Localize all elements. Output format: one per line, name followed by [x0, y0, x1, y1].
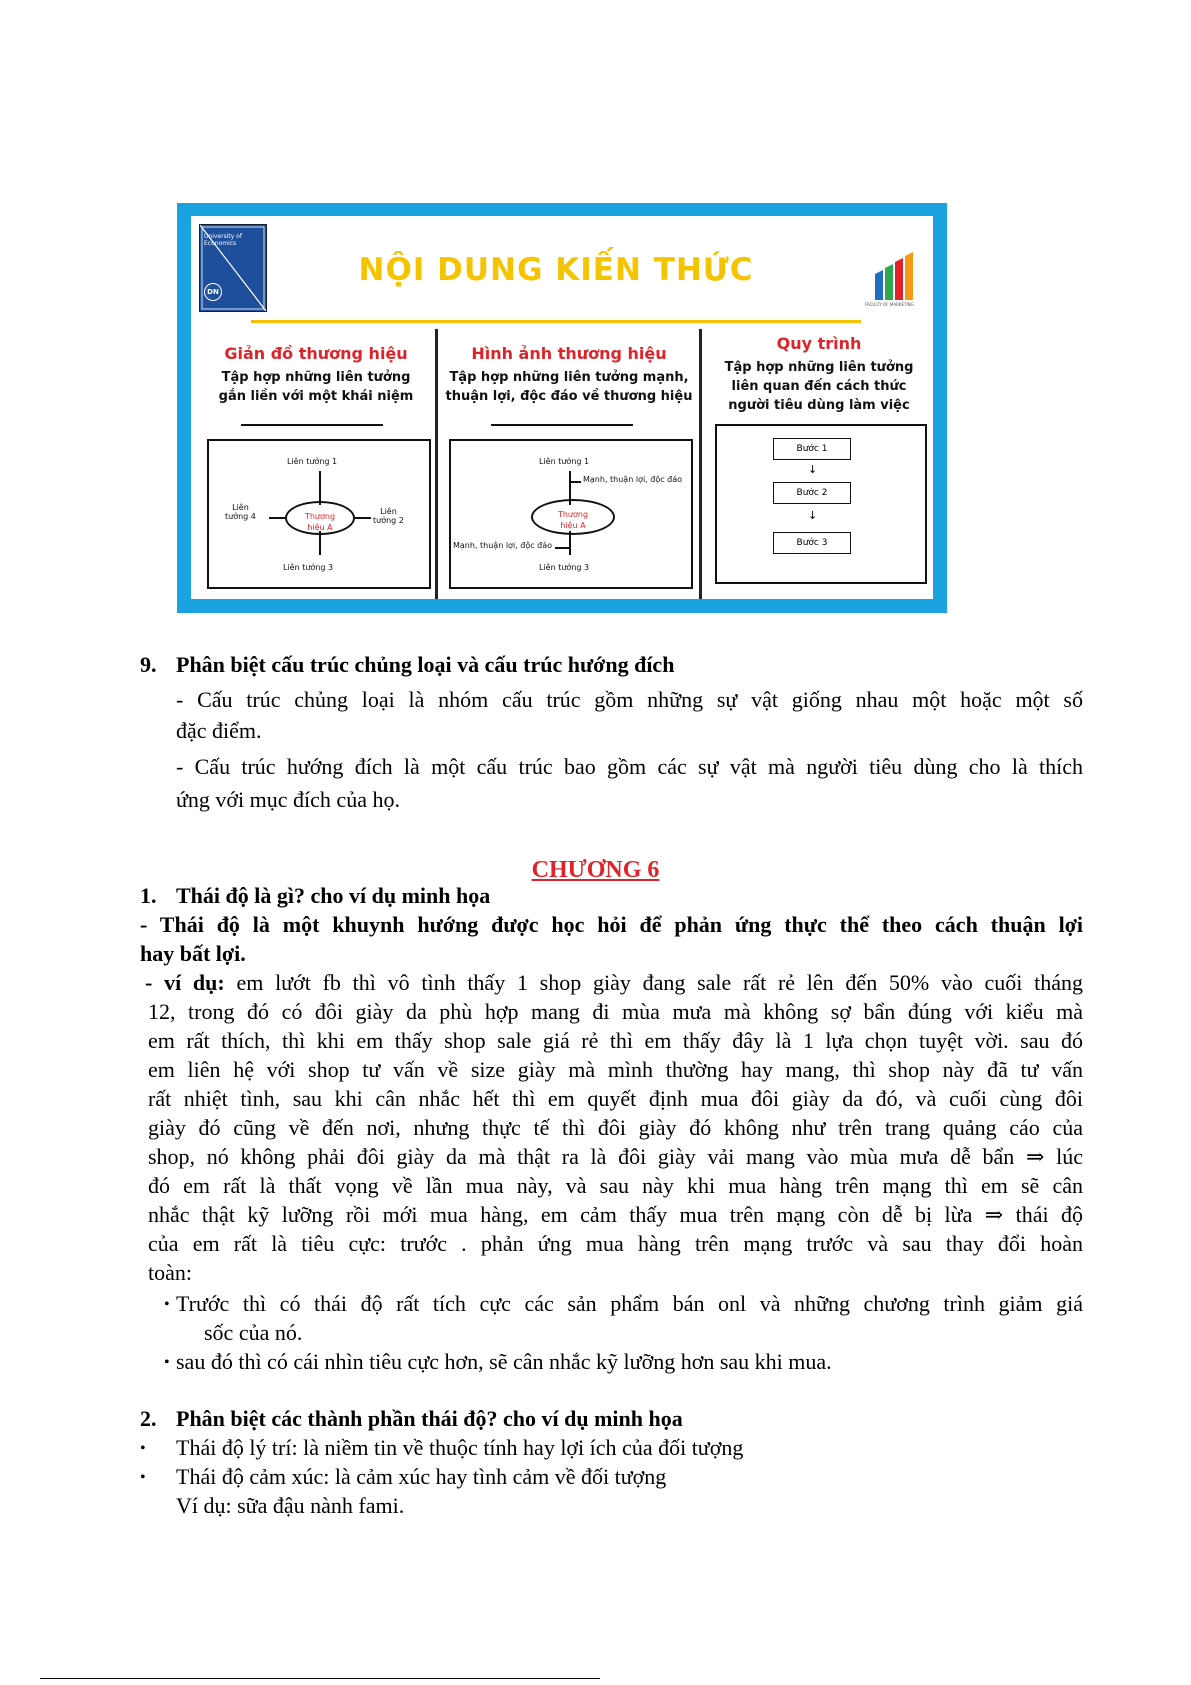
assoc-label: Liên tưởng 1 — [287, 457, 338, 466]
process-diagram — [715, 424, 927, 584]
brand-image-diagram — [449, 439, 693, 589]
assoc-label: Liên tưởng 3 — [283, 563, 334, 572]
assoc-label: Liên tưởng 3 — [539, 563, 590, 572]
brand-ellipse — [285, 501, 355, 535]
col1-desc-line: gắn liền với một khái niệm — [218, 389, 414, 404]
example-line: shop, nó không phải đôi giày da mà thật ra là đôi giày vải mang vào mùa mưa dễ bẩn ⇒ lúc — [148, 1144, 1083, 1169]
col1-rule — [241, 424, 383, 426]
assoc-note: Mạnh, thuận lợi, độc đáo — [453, 541, 553, 550]
chapter-title — [0, 855, 1191, 885]
footer-rule — [40, 1678, 600, 1679]
chapter-title-text: CHƯƠNG 6 — [531, 857, 660, 883]
q9-para2-line: ứng với mục đích của họ. — [176, 787, 400, 812]
faculty-logo — [865, 248, 925, 308]
col1-desc — [201, 368, 431, 406]
col2-rule — [491, 424, 633, 426]
bullet-icon: • — [164, 1296, 170, 1313]
example-bullet-line: sốc của nó. — [204, 1320, 303, 1345]
assoc-label: Liên tưởng 4 — [225, 503, 256, 521]
faculty-logo-text: FACULTY OF MARKETING — [865, 302, 914, 307]
c6q1-number: 1. — [140, 883, 157, 908]
col3-desc-line: Tập hợp những liên tưởng — [724, 360, 914, 375]
process-step: Bước 2 — [773, 482, 851, 504]
brand-label: Thương — [304, 512, 336, 521]
title-underline — [251, 320, 861, 323]
brand-ellipse — [531, 499, 615, 535]
example-label: - ví dụ: — [145, 970, 225, 995]
bullet-icon: • — [140, 1440, 146, 1457]
bullet-icon: • — [140, 1469, 146, 1486]
col2-desc-line: Tập hợp những liên tưởng mạnh, — [449, 370, 689, 385]
col2-heading: Hình ảnh thương hiệu — [471, 344, 667, 363]
c6q2-number: 2. — [140, 1406, 157, 1431]
c6q1-heading: Thái độ là gì? cho ví dụ minh họa — [176, 883, 491, 908]
bar-logo-icon — [865, 248, 925, 300]
bullet-icon: • — [164, 1354, 170, 1371]
example-line: đó em rất là thất vọng về lần mua này, và sau này khi mua hàng trên mạng thì em sẽ cân — [148, 1173, 1083, 1198]
process-step: Bước 1 — [773, 438, 851, 460]
component-example: Ví dụ: sữa đậu nành fami. — [176, 1493, 405, 1518]
brand-label: Thương — [557, 510, 589, 519]
c6q1-definition-line: - Thái độ là một khuynh hướng được học hỏi để phản ứng thực thể theo cách thuận lợi — [140, 912, 1083, 937]
col3-heading: Quy trình — [776, 334, 862, 353]
example-line: rất nhiệt tình, sau khi cân nhắc hết thì em quyết định mua đôi giày da đó, và cuối cùng đôi — [148, 1086, 1083, 1111]
q9-para2-line: - Cấu trúc hướng đích là một cấu trúc bao gồm các sự vật mà người tiêu dùng cho là thích — [176, 754, 1083, 779]
col1-desc-line: Tập hợp những liên tưởng — [221, 370, 411, 385]
col3-desc-line: người tiêu dùng làm việc — [728, 398, 910, 413]
column-separator — [699, 329, 702, 599]
component-item: Thái độ lý trí: là niềm tin về thuộc tính hay lợi ích của đối tượng — [176, 1435, 744, 1460]
col3-desc — [705, 358, 933, 415]
example-bullet-line: Trước thì có thái độ rất tích cực các sản phẩm bán onl và những chương trình giảm giá — [176, 1291, 1083, 1316]
q9-para1-line: đặc điểm. — [176, 718, 262, 743]
university-logo-text: University of Economics — [204, 233, 242, 247]
slide-canvas — [191, 216, 933, 599]
column-separator — [435, 329, 438, 599]
example-line: - ví dụ: em lướt fb thì vô tình thấy 1 shop giày đang sale rất rẻ lên đến 50% vào cuối tháng — [145, 970, 1083, 995]
example-line: toàn: — [148, 1260, 192, 1285]
example-line: 12, trong đó có đôi giày da phù hợp mang đi mùa mưa mà không sợ bẩn đúng với kiểu mà — [148, 999, 1083, 1024]
col2-desc-line: thuận lợi, độc đáo về thương hiệu — [445, 389, 693, 404]
university-logo — [199, 224, 267, 312]
q9-heading: Phân biệt cấu trúc chủng loại và cấu trúc hướng đích — [176, 652, 675, 677]
assoc-note: Mạnh, thuận lợi, độc đáo — [583, 475, 683, 484]
down-arrow-icon: ↓ — [808, 509, 818, 522]
example-line: của em rất là tiêu cực: trước . phản ứng mua hàng trên mạng trước và sau thay đổi hoàn — [148, 1231, 1083, 1256]
assoc-label: Liên tưởng 1 — [539, 457, 590, 466]
example-bullet-line: sau đó thì có cái nhìn tiêu cực hơn, sẽ cân nhắc kỹ lưỡng hơn sau khi mua. — [176, 1349, 832, 1374]
col2-desc — [441, 368, 697, 406]
process-step: Bước 3 — [773, 532, 851, 554]
university-logo-mark: DN — [204, 283, 222, 301]
q9-number: 9. — [140, 652, 157, 677]
example-line: em rất thích, thì khi em thấy shop sale giá rẻ thì em thấy đây là 1 lựa chọn tuyệt vời. sau đó — [148, 1028, 1083, 1053]
slide-title: NỘI DUNG KIẾN THỨC — [358, 252, 754, 288]
knowledge-slide-image — [177, 203, 947, 613]
example-line: nhắc thật kỹ lưỡng rồi mới mua hàng, em cảm thấy mua trên mạng còn dễ bị lừa ⇒ thái độ — [148, 1202, 1083, 1227]
assoc-label: Liên tưởng 2 — [373, 507, 404, 525]
col3-desc-line: liên quan đến cách thức — [731, 379, 907, 394]
col1-heading: Giản đồ thương hiệu — [224, 344, 408, 363]
brand-label: hiệu A — [307, 523, 333, 532]
example-line: em liên hệ với shop tư vấn về size giày mà mình thường hay mang, thì shop này đã tư vấn — [148, 1057, 1083, 1082]
q9-para1-line: - Cấu trúc chủng loại là nhóm cấu trúc gồm những sự vật giống nhau một hoặc một số — [176, 687, 1083, 712]
down-arrow-icon: ↓ — [808, 463, 818, 476]
component-item: Thái độ cảm xúc: là cảm xúc hay tình cảm về đối tượng — [176, 1464, 667, 1489]
c6q2-heading: Phân biệt các thành phần thái độ? cho ví dụ minh họa — [176, 1406, 683, 1431]
example-line: giày đó cũng về đến nơi, nhưng thực tế thì đôi giày đó không như trên trang quảng cáo của — [148, 1115, 1083, 1140]
c6q1-definition-line: hay bất lợi. — [140, 941, 246, 966]
brand-label: hiệu A — [560, 521, 586, 530]
brand-schema-diagram — [207, 439, 431, 589]
